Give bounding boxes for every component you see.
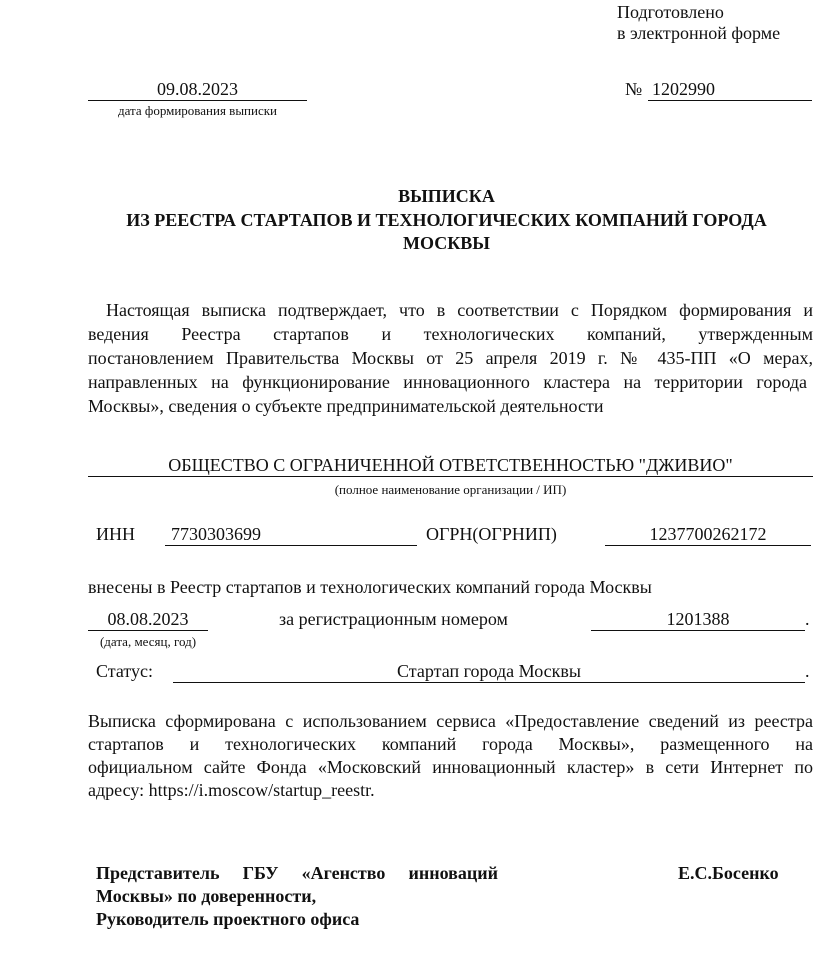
intro-line: направленных на функционирование инновационного кластера на территории города: [88, 372, 807, 392]
number-sign: №: [625, 79, 643, 99]
registration-number: 1201388: [591, 609, 805, 631]
organization-name: ОБЩЕСТВО С ОГРАНИЧЕННОЙ ОТВЕТСТВЕННОСТЬЮ "ДЖИВИО": [88, 455, 813, 477]
extract-number: 1202990: [648, 79, 812, 101]
intro-line: постановлением Правительства Москвы от 25 апреля 2019 г. № 435-ПП «О мерах,: [88, 348, 813, 368]
intro-line: ведения Реестра стартапов и технологических компаний, утвержденным: [88, 324, 813, 344]
formation-date: 09.08.2023: [88, 79, 307, 101]
source-line: адресу: https://i.moscow/startup_reestr.: [88, 780, 375, 800]
intro-line: Настоящая выписка подтверждает, что в соответствии с Порядком формирования и: [106, 300, 813, 320]
title-line-2: ИЗ РЕЕСТРА СТАРТАПОВ И ТЕХНОЛОГИЧЕСКИХ КОМПАНИЙ ГОРОДА: [126, 210, 767, 230]
ogrn-label: ОГРН(ОГРНИП): [426, 524, 557, 544]
signer-name: Е.С.Босенко: [678, 863, 779, 883]
signature-line-1: Представитель ГБУ «Агенство инноваций: [96, 863, 498, 883]
prepared-line-1: Подготовлено: [617, 2, 724, 22]
signature-position: [96, 863, 498, 932]
intro-paragraph: [88, 300, 813, 420]
registration-date-caption: (дата, месяц, год): [99, 634, 197, 649]
registration-period: .: [805, 609, 810, 629]
organization-caption: (полное наименование организации / ИП): [334, 482, 567, 497]
source-paragraph: [88, 711, 813, 803]
inn-label: ИНН: [96, 524, 135, 544]
title-line-3: МОСКВЫ: [403, 233, 490, 253]
source-line: официальном сайте Фонда «Московский инновационный кластер» в сети Интернет по: [88, 757, 813, 777]
prepared-line-2: в электронной форме: [617, 23, 781, 43]
ogrn-value: 1237700262172: [605, 524, 811, 546]
source-line: Выписка сформирована с использованием сервиса «Предоставление сведений из реестра: [88, 711, 813, 731]
status-label: Статус:: [96, 661, 153, 681]
title-line-1: ВЫПИСКА: [398, 186, 495, 206]
signature-line-3: Руководитель проектного офиса: [96, 909, 360, 929]
inn-value: 7730303699: [165, 524, 417, 546]
status-value: Стартап города Москвы: [173, 661, 805, 683]
registry-entered-text: внесены в Реестр стартапов и технологических компаний города Москвы: [88, 577, 652, 597]
signature-line-2: Москвы» по доверенности,: [96, 886, 317, 906]
source-line: стартапов и технологических компаний города Москвы», размещенного на: [88, 734, 813, 754]
formation-date-caption: дата формирования выписки: [117, 103, 278, 118]
prepared-note: [617, 2, 780, 44]
status-period: .: [805, 661, 810, 681]
registration-date: 08.08.2023: [88, 609, 208, 631]
registration-number-label: за регистрационным номером: [279, 609, 508, 629]
intro-line: Москвы», сведения о субъекте предпринимательской деятельности: [88, 396, 604, 416]
